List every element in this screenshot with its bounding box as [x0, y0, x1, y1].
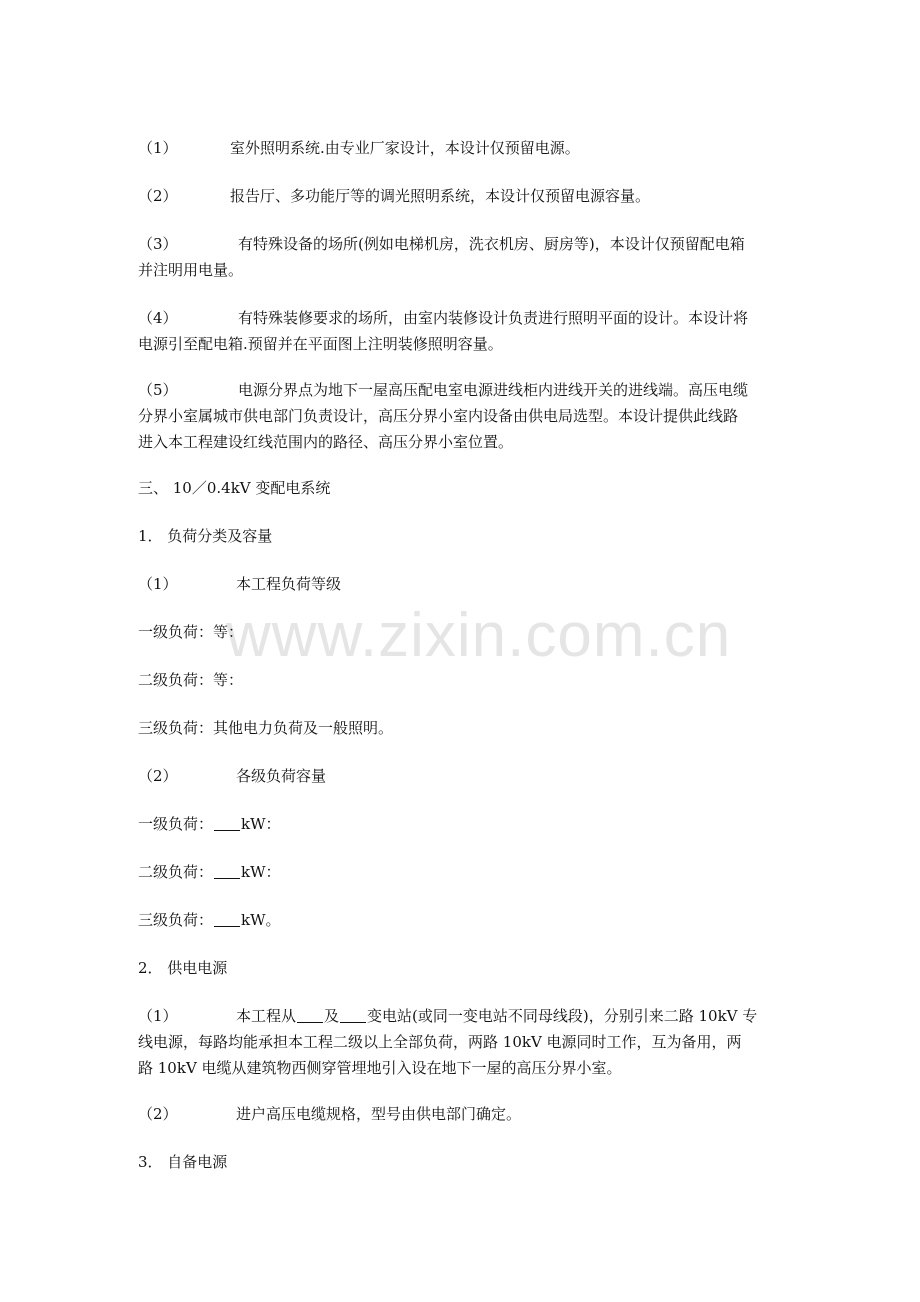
capacity-line-2 — [138, 859, 786, 885]
item-number: （3） — [138, 235, 178, 253]
item-text: 有特殊设备的场所(例如电梯机房，洗衣机房、厨房等)，本设计仅预留配电箱 — [238, 235, 745, 253]
supply-item-2 — [138, 1101, 786, 1127]
item-text: 本工程从 — [236, 1007, 297, 1025]
load-line-2: 二级负荷：等： — [138, 671, 244, 689]
item-number: （5） — [138, 381, 178, 399]
blank-field — [214, 864, 240, 879]
item-number: （1） — [138, 139, 178, 157]
item-number: （1） — [138, 1007, 178, 1025]
item-text: 本工程负荷等级 — [236, 575, 342, 593]
blank-field — [297, 1008, 323, 1023]
item-text: 变电站(或同一变电站不同母线段)，分别引来二路 10kV 专 — [367, 1007, 758, 1025]
subheading-2: 2． 供电电源 — [138, 959, 228, 977]
item-4-line-2 — [138, 331, 786, 357]
load-line-1: 一级负荷：等： — [138, 623, 244, 641]
blank-field — [340, 1008, 366, 1023]
capacity-line-3 — [138, 907, 786, 933]
item-number: （2） — [138, 187, 178, 205]
section-heading-3: 三、 10／0.4kV 变配电系统 — [138, 479, 331, 497]
capacity-label: 三级负荷： — [138, 911, 214, 929]
item-5 — [138, 377, 786, 403]
item-3-line-2 — [138, 257, 786, 283]
item-text: 及 — [324, 1007, 340, 1025]
item-5-line-3 — [138, 429, 786, 455]
item-number: （1） — [138, 575, 178, 593]
item-text: 电源引至配电箱.预留并在平面图上注明装修照明容量。 — [138, 335, 503, 353]
load-capacity-item — [138, 763, 786, 789]
supply-item-1 — [138, 1003, 786, 1029]
item-text: 各级负荷容量 — [236, 767, 327, 785]
item-text: 分界小室属城市供电部门负责设计，高压分界小室内设备由供电局选型。本设计提供此线路 — [138, 407, 739, 425]
capacity-line-1 — [138, 811, 786, 837]
load-line-3: 三级负荷：其他电力负荷及一般照明。 — [138, 719, 394, 737]
capacity-unit: kW： — [241, 815, 281, 833]
item-2 — [138, 183, 786, 209]
blank-field — [214, 912, 240, 927]
item-text: 进入本工程建设红线范围内的路径、高压分界小室位置。 — [138, 433, 514, 451]
supply-item-1-line-3: 路 10kV 电缆从建筑物西侧穿管埋地引入设在地下一屋的高压分界小室。 — [138, 1059, 622, 1077]
subheading-1: 1． 负荷分类及容量 — [138, 527, 273, 545]
item-text: 进户高压电缆规格，型号由供电部门确定。 — [236, 1105, 522, 1123]
subheading-3: 3． 自备电源 — [138, 1153, 228, 1171]
capacity-label: 二级负荷： — [138, 863, 214, 881]
load-level-item — [138, 571, 786, 597]
watermark: www.zixin.com.cn — [226, 601, 732, 670]
capacity-unit: kW。 — [241, 911, 281, 929]
item-1 — [138, 135, 786, 161]
item-number: （2） — [138, 767, 178, 785]
item-text: 报告厅、多功能厅等的调光照明系统，本设计仅预留电源容量。 — [230, 187, 651, 205]
supply-item-1-line-2: 线电源，每路均能承担本工程二级以上全部负荷，两路 10kV 电源同时工作，互为备用，两 — [138, 1033, 742, 1051]
item-number: （4） — [138, 309, 178, 327]
blank-field — [214, 816, 240, 831]
item-5-line-2 — [138, 403, 786, 429]
item-4 — [138, 305, 786, 331]
item-text: 有特殊装修要求的场所，由室内装修设计负责进行照明平面的设计。本设计将 — [238, 309, 749, 327]
item-3 — [138, 231, 786, 257]
item-text: 电源分界点为地下一屋高压配电室电源进线柜内进线开关的进线端。高压电缆 — [238, 381, 749, 399]
item-text: 室外照明系统.由专业厂家设计，本设计仅预留电源。 — [230, 139, 580, 157]
item-number: （2） — [138, 1105, 178, 1123]
item-text: 并注明用电量。 — [138, 261, 244, 279]
capacity-label: 一级负荷： — [138, 815, 214, 833]
capacity-unit: kW： — [241, 863, 281, 881]
